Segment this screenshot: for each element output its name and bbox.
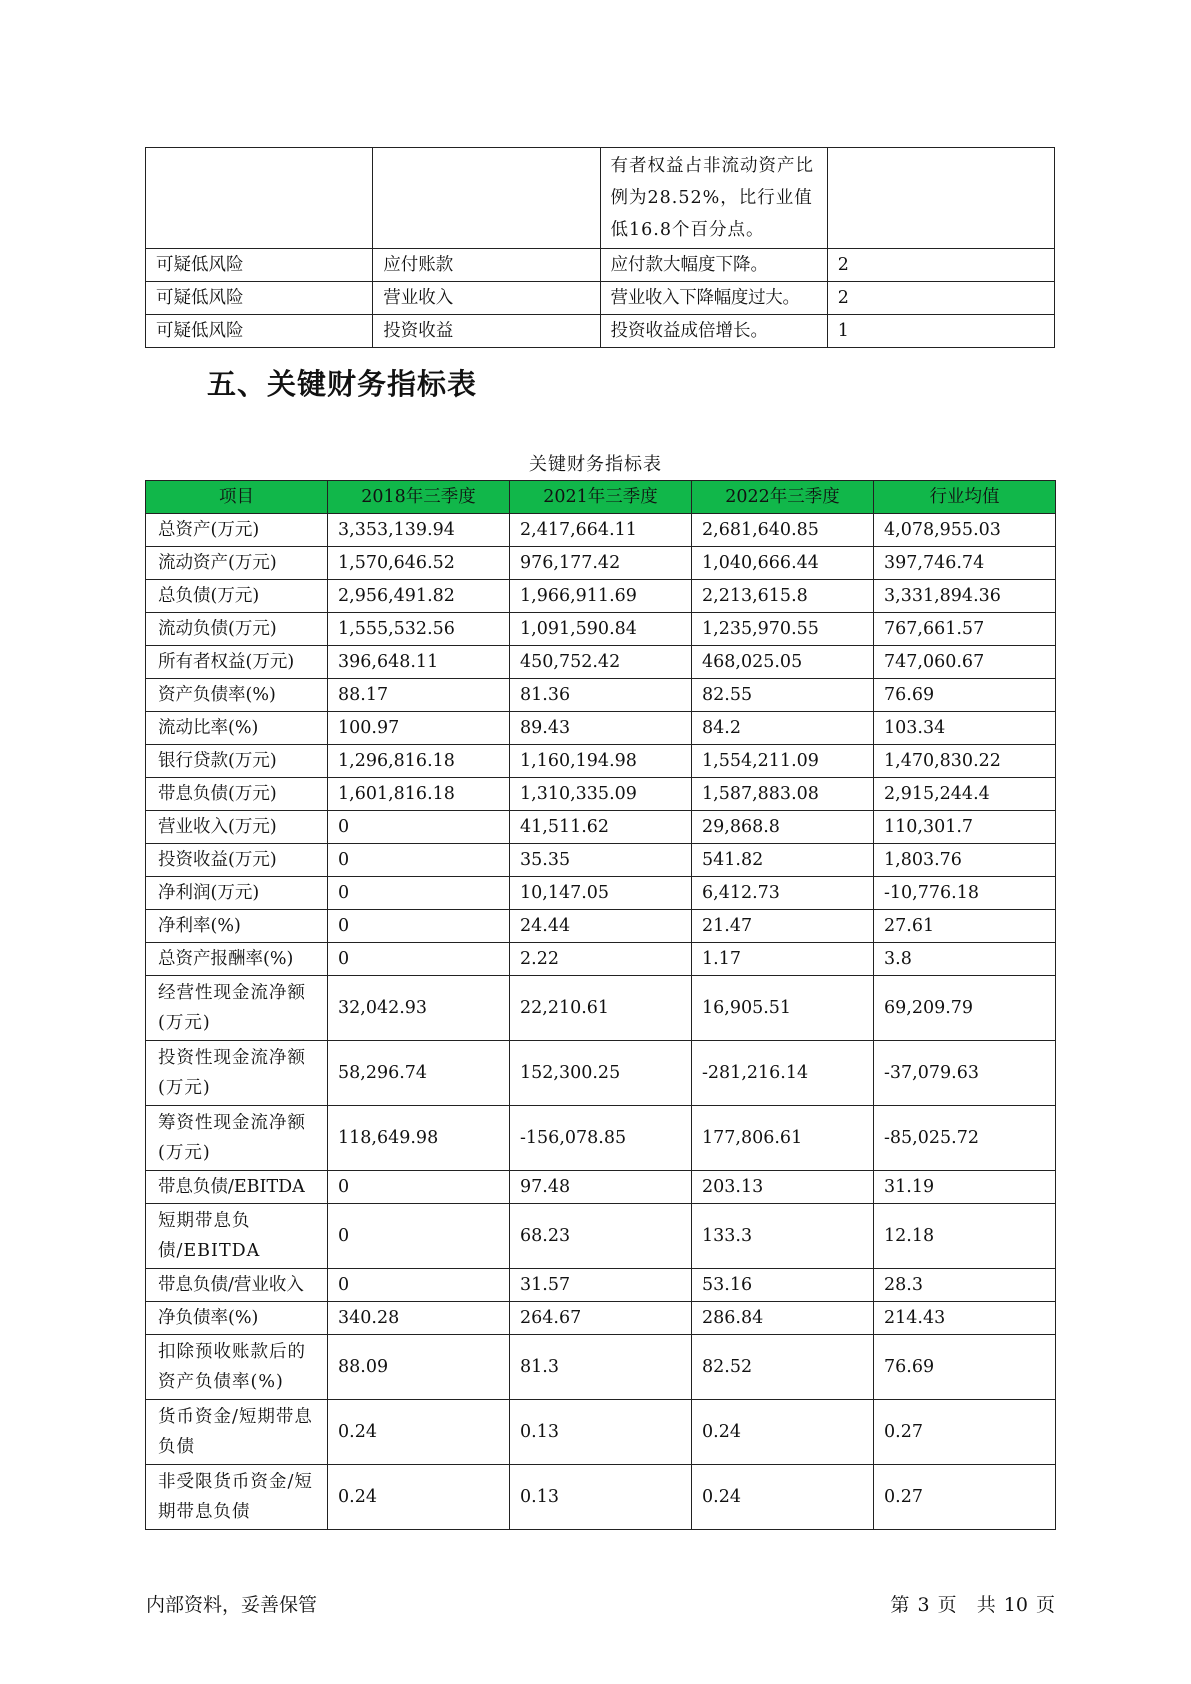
financial-indicators-table <box>145 480 1056 1530</box>
table-row <box>146 943 1056 976</box>
table-row <box>146 910 1056 943</box>
value-cell: 0.27 <box>874 1400 1056 1465</box>
value-cell: -156,078.85 <box>510 1106 692 1171</box>
row-label-cell: 流动资产(万元) <box>146 547 328 580</box>
table-caption: 关键财务指标表 <box>529 454 662 475</box>
value-cell: 1,235,970.55 <box>692 613 874 646</box>
confidential-note: 内部资料，妥善保管 <box>146 1594 318 1616</box>
value-cell: 1,091,590.84 <box>510 613 692 646</box>
table-row <box>146 811 1056 844</box>
value-cell: 53.16 <box>692 1269 874 1302</box>
value-cell: 747,060.67 <box>874 646 1056 679</box>
value-cell: 1,966,911.69 <box>510 580 692 613</box>
header-cell: 行业均值 <box>874 481 1056 514</box>
value-cell: 103.34 <box>874 712 1056 745</box>
page-mid: 页 <box>937 1594 957 1616</box>
total-suffix: 页 <box>1035 1594 1055 1616</box>
value-cell: 152,300.25 <box>510 1041 692 1106</box>
row-label-cell: 经营性现金流净额(万元) <box>146 976 328 1041</box>
value-cell: 31.57 <box>510 1269 692 1302</box>
value-cell: 0.13 <box>510 1400 692 1465</box>
value-cell: 541.82 <box>692 844 874 877</box>
value-cell: 35.35 <box>510 844 692 877</box>
value-cell: 0 <box>328 1269 510 1302</box>
value-cell: 0 <box>328 844 510 877</box>
page-prefix: 第 <box>890 1594 910 1616</box>
header-cell: 2022年三季度 <box>692 481 874 514</box>
value-cell: 0 <box>328 910 510 943</box>
value-cell: 976,177.42 <box>510 547 692 580</box>
value-cell: 0 <box>328 877 510 910</box>
table-row <box>146 877 1056 910</box>
risk-cell-desc: 应付款大幅度下降。 <box>600 249 827 282</box>
value-cell: 397,746.74 <box>874 547 1056 580</box>
row-label-cell: 筹资性现金流净额(万元) <box>146 1106 328 1171</box>
value-cell: 6,412.73 <box>692 877 874 910</box>
value-cell: 118,649.98 <box>328 1106 510 1171</box>
risk-table-row <box>146 282 1055 315</box>
value-cell: 84.2 <box>692 712 874 745</box>
value-cell: 0.24 <box>692 1400 874 1465</box>
value-cell: 0.24 <box>328 1400 510 1465</box>
row-label-cell: 营业收入(万元) <box>146 811 328 844</box>
table-row <box>146 1269 1056 1302</box>
value-cell: 1,803.76 <box>874 844 1056 877</box>
risk-cell-item <box>373 148 600 249</box>
risk-cell-score: 2 <box>827 249 1054 282</box>
table-row <box>146 580 1056 613</box>
page-indicator <box>888 1590 1055 1617</box>
value-cell: 0 <box>328 1204 510 1269</box>
row-label-cell: 投资性现金流净额(万元) <box>146 1041 328 1106</box>
table-row <box>146 646 1056 679</box>
table-row <box>146 1302 1056 1335</box>
row-label-cell: 流动比率(%) <box>146 712 328 745</box>
value-cell: 1,040,666.44 <box>692 547 874 580</box>
value-cell: 76.69 <box>874 679 1056 712</box>
header-cell: 项目 <box>146 481 328 514</box>
row-label-cell: 所有者权益(万元) <box>146 646 328 679</box>
risk-cell-score <box>827 148 1054 249</box>
value-cell: 10,147.05 <box>510 877 692 910</box>
value-cell: 69,209.79 <box>874 976 1056 1041</box>
row-label-cell: 总负债(万元) <box>146 580 328 613</box>
value-cell: 3,331,894.36 <box>874 580 1056 613</box>
value-cell: 110,301.7 <box>874 811 1056 844</box>
row-label-cell: 带息负债/营业收入 <box>146 1269 328 1302</box>
value-cell: 1,587,883.08 <box>692 778 874 811</box>
value-cell: 468,025.05 <box>692 646 874 679</box>
value-cell: 1,470,830.22 <box>874 745 1056 778</box>
value-cell: 340.28 <box>328 1302 510 1335</box>
value-cell: 2,417,664.11 <box>510 514 692 547</box>
header-cell: 2018年三季度 <box>328 481 510 514</box>
table-row <box>146 844 1056 877</box>
value-cell: 81.3 <box>510 1335 692 1400</box>
value-cell: 76.69 <box>874 1335 1056 1400</box>
value-cell: 1,310,335.09 <box>510 778 692 811</box>
table-row <box>146 1041 1056 1106</box>
value-cell: 203.13 <box>692 1171 874 1204</box>
page-number: 3 <box>917 1594 930 1616</box>
row-label-cell: 总资产报酬率(%) <box>146 943 328 976</box>
table-row <box>146 778 1056 811</box>
row-label-cell: 带息负债(万元) <box>146 778 328 811</box>
value-cell: 24.44 <box>510 910 692 943</box>
table-header-row <box>146 481 1056 514</box>
value-cell: 97.48 <box>510 1171 692 1204</box>
value-cell: 450,752.42 <box>510 646 692 679</box>
risk-table-row <box>146 249 1055 282</box>
value-cell: 1,555,532.56 <box>328 613 510 646</box>
value-cell: 2,213,615.8 <box>692 580 874 613</box>
table-row <box>146 745 1056 778</box>
table-row <box>146 1465 1056 1530</box>
value-cell: 68.23 <box>510 1204 692 1269</box>
value-cell: 41,511.62 <box>510 811 692 844</box>
value-cell: 1,601,816.18 <box>328 778 510 811</box>
value-cell: 0.24 <box>692 1465 874 1530</box>
risk-cell-level: 可疑低风险 <box>146 249 373 282</box>
value-cell: -281,216.14 <box>692 1041 874 1106</box>
value-cell: 2,681,640.85 <box>692 514 874 547</box>
row-label-cell: 资产负债率(%) <box>146 679 328 712</box>
risk-cell-level: 可疑低风险 <box>146 282 373 315</box>
value-cell: 32,042.93 <box>328 976 510 1041</box>
table-row <box>146 1106 1056 1171</box>
value-cell: 88.17 <box>328 679 510 712</box>
value-cell: -10,776.18 <box>874 877 1056 910</box>
total-prefix: 共 <box>976 1594 996 1616</box>
risk-table <box>145 147 1055 348</box>
risk-cell-score: 2 <box>827 282 1054 315</box>
row-label-cell: 投资收益(万元) <box>146 844 328 877</box>
value-cell: 4,078,955.03 <box>874 514 1056 547</box>
value-cell: 0 <box>328 811 510 844</box>
value-cell: 81.36 <box>510 679 692 712</box>
row-label-cell: 净利率(%) <box>146 910 328 943</box>
value-cell: -37,079.63 <box>874 1041 1056 1106</box>
risk-table-row <box>146 315 1055 348</box>
value-cell: 29,868.8 <box>692 811 874 844</box>
value-cell: 1,296,816.18 <box>328 745 510 778</box>
row-label-cell: 流动负债(万元) <box>146 613 328 646</box>
value-cell: 286.84 <box>692 1302 874 1335</box>
value-cell: 1,570,646.52 <box>328 547 510 580</box>
value-cell: 82.55 <box>692 679 874 712</box>
value-cell: 214.43 <box>874 1302 1056 1335</box>
value-cell: 3.8 <box>874 943 1056 976</box>
row-label-cell: 净负债率(%) <box>146 1302 328 1335</box>
row-label-cell: 短期带息负债/EBITDA <box>146 1204 328 1269</box>
value-cell: 2,956,491.82 <box>328 580 510 613</box>
table-row <box>146 1335 1056 1400</box>
table-row <box>146 547 1056 580</box>
value-cell: 16,905.51 <box>692 976 874 1041</box>
risk-table-continued-row <box>146 148 1055 249</box>
row-label-cell: 扣除预收账款后的资产负债率(%) <box>146 1335 328 1400</box>
table-row <box>146 1204 1056 1269</box>
table-row <box>146 514 1056 547</box>
value-cell: 1.17 <box>692 943 874 976</box>
value-cell: 58,296.74 <box>328 1041 510 1106</box>
header-cell: 2021年三季度 <box>510 481 692 514</box>
value-cell: 0 <box>328 943 510 976</box>
risk-cell-item: 营业收入 <box>373 282 600 315</box>
value-cell: 767,661.57 <box>874 613 1056 646</box>
total-pages: 10 <box>1003 1594 1028 1616</box>
value-cell: 100.97 <box>328 712 510 745</box>
row-label-cell: 带息负债/EBITDA <box>146 1171 328 1204</box>
value-cell: 1,160,194.98 <box>510 745 692 778</box>
table-row <box>146 712 1056 745</box>
value-cell: 0.13 <box>510 1465 692 1530</box>
table-row <box>146 679 1056 712</box>
row-label-cell: 净利润(万元) <box>146 877 328 910</box>
value-cell: 0.27 <box>874 1465 1056 1530</box>
value-cell: 264.67 <box>510 1302 692 1335</box>
row-label-cell: 总资产(万元) <box>146 514 328 547</box>
value-cell: 31.19 <box>874 1171 1056 1204</box>
value-cell: 0 <box>328 1171 510 1204</box>
risk-cell-level: 可疑低风险 <box>146 315 373 348</box>
risk-cell-item: 投资收益 <box>373 315 600 348</box>
risk-cell-desc: 投资收益成倍增长。 <box>600 315 827 348</box>
value-cell: 27.61 <box>874 910 1056 943</box>
risk-cell-desc: 有者权益占非流动资产比例为28.52%，比行业值低16.8个百分点。 <box>600 148 827 249</box>
value-cell: 396,648.11 <box>328 646 510 679</box>
risk-cell-item: 应付账款 <box>373 249 600 282</box>
value-cell: -85,025.72 <box>874 1106 1056 1171</box>
risk-cell-level <box>146 148 373 249</box>
risk-cell-score: 1 <box>827 315 1054 348</box>
value-cell: 2.22 <box>510 943 692 976</box>
value-cell: 1,554,211.09 <box>692 745 874 778</box>
risk-cell-desc: 营业收入下降幅度过大。 <box>600 282 827 315</box>
table-row <box>146 976 1056 1041</box>
value-cell: 12.18 <box>874 1204 1056 1269</box>
value-cell: 0.24 <box>328 1465 510 1530</box>
value-cell: 89.43 <box>510 712 692 745</box>
value-cell: 177,806.61 <box>692 1106 874 1171</box>
value-cell: 3,353,139.94 <box>328 514 510 547</box>
row-label-cell: 货币资金/短期带息负债 <box>146 1400 328 1465</box>
value-cell: 82.52 <box>692 1335 874 1400</box>
value-cell: 88.09 <box>328 1335 510 1400</box>
value-cell: 133.3 <box>692 1204 874 1269</box>
value-cell: 2,915,244.4 <box>874 778 1056 811</box>
table-row <box>146 613 1056 646</box>
value-cell: 21.47 <box>692 910 874 943</box>
table-row <box>146 1171 1056 1204</box>
value-cell: 28.3 <box>874 1269 1056 1302</box>
table-row <box>146 1400 1056 1465</box>
value-cell: 22,210.61 <box>510 976 692 1041</box>
row-label-cell: 非受限货币资金/短期带息负债 <box>146 1465 328 1530</box>
row-label-cell: 银行贷款(万元) <box>146 745 328 778</box>
section-title: 五、关键财务指标表 <box>207 367 478 401</box>
